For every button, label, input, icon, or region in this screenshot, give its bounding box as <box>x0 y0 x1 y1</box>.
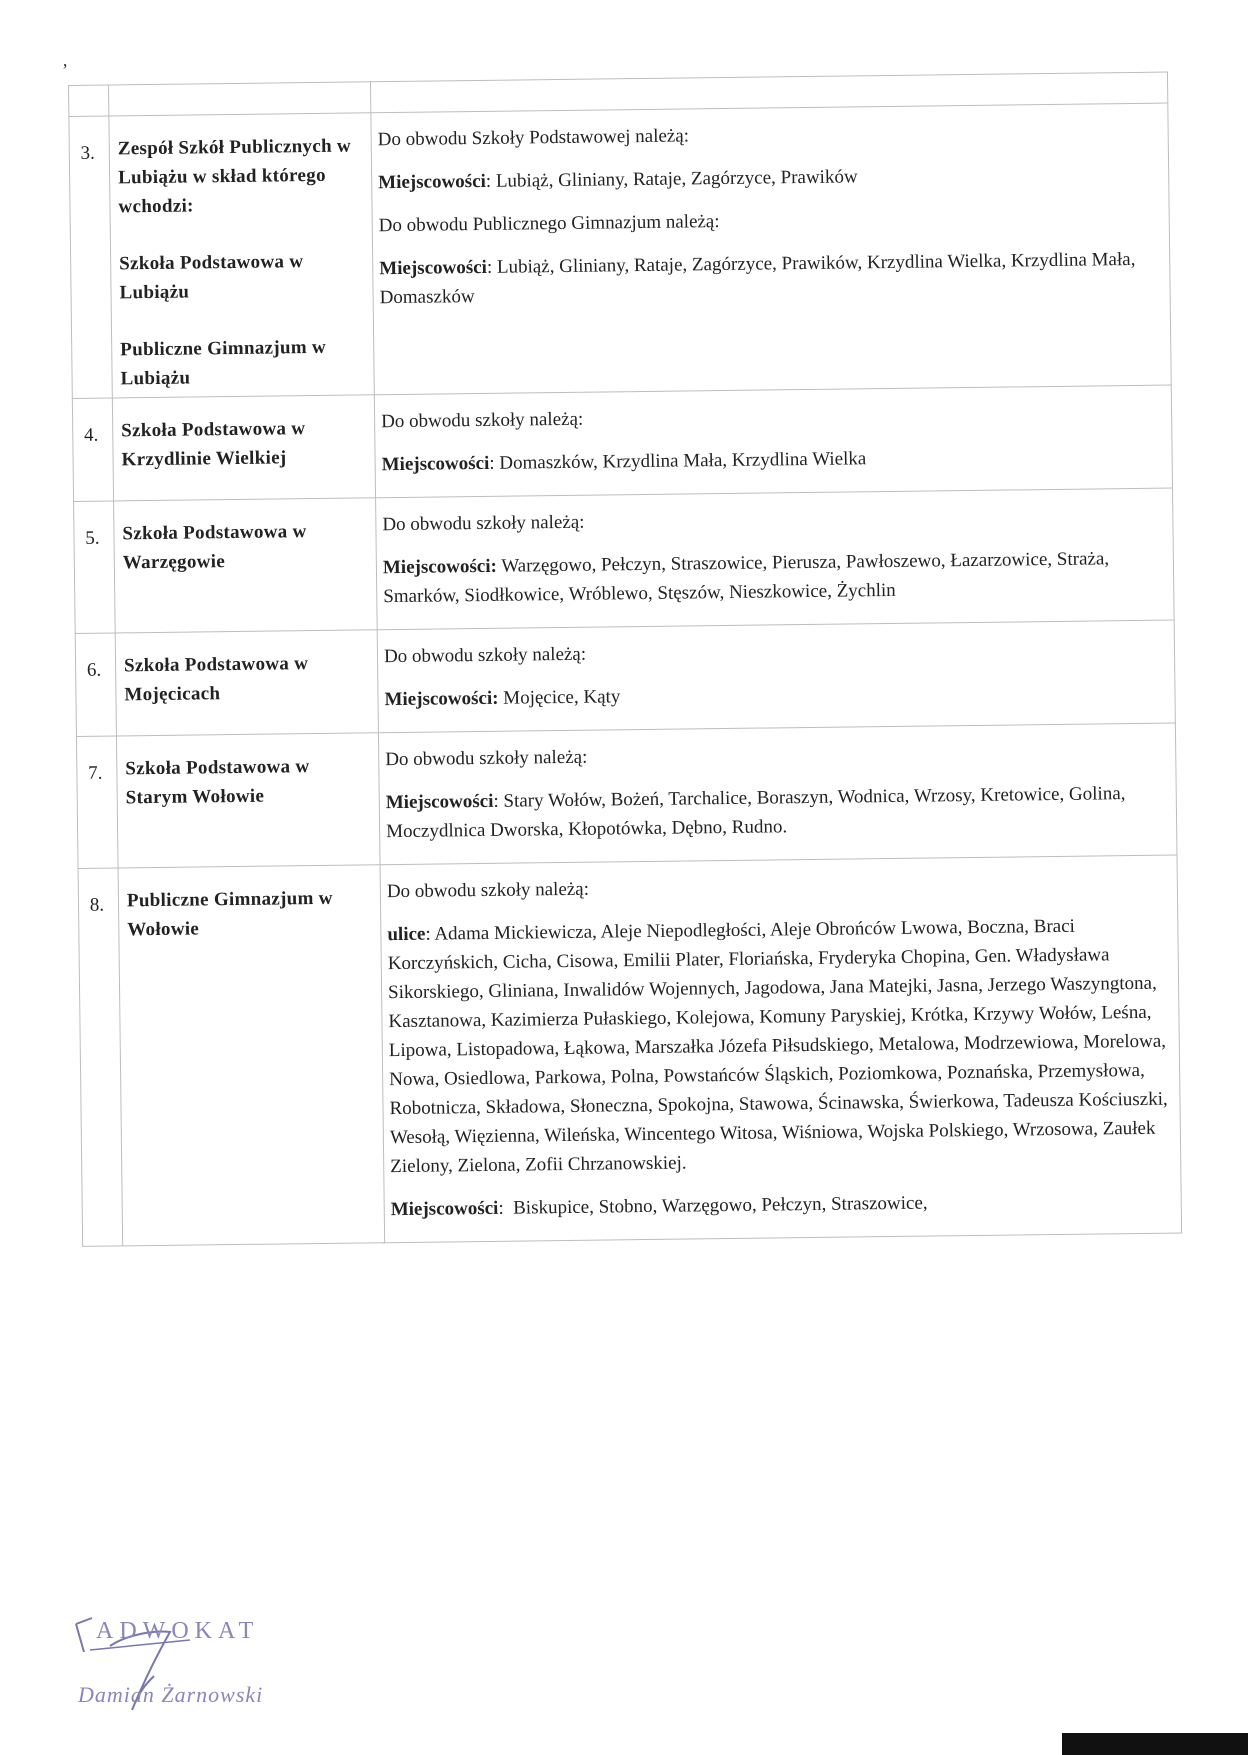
district-detail <box>391 1186 1173 1225</box>
page-mark: ’ <box>62 60 68 80</box>
row-number-cell <box>76 736 118 868</box>
district-description-cell <box>374 385 1172 498</box>
district-detail <box>386 779 1169 847</box>
district-detail <box>378 159 1160 198</box>
district-detail <box>379 245 1162 313</box>
table-row <box>72 385 1172 501</box>
school-name: Publiczne Gimnazjum w Lubiążu <box>120 336 327 390</box>
district-intro: Do obwodu Publicznego Gimnazjum należą: <box>378 211 720 237</box>
detail-text: Lubiąż, Gliniany, Rataje, Zagórzyce, Prawików <box>495 166 858 192</box>
row-number: 3. <box>80 142 95 164</box>
district-intro: Do obwodu szkoły należą: <box>381 408 584 433</box>
table-row <box>69 103 1171 398</box>
row-number: 8. <box>89 894 105 916</box>
detail-separator: : <box>486 256 498 278</box>
district-intro: Do obwodu Szkoły Podstawowej należą: <box>377 125 690 151</box>
row-number-cell <box>69 116 112 398</box>
detail-text: Adama Mickiewicza, Aleje Niepodległości, Aleje Obrońców Lwowa, Boczna, Braci Korczyńskich, Cicha, Cisowa, Emilii Plater, Floriańska, Fryderyka Chopina, Gen. Władysława Sikorskiego, Gliniana, Inwalidów Wojennych, Jagodowa, Jana Matejki, Jasna, Jerzego Waszyngtona, Kasztanowa, Kazimierza Pułaskiego, Kolejowa, Komuny Paryskiej, Krótka, Krzywy Wołów, Leśna, Lipowa, Listopadowa, Łąkowa, Marszałka Józefa Piłsudskiego, Metalowa, Modrzewiowa, Morelowa, Nowa, Osiedlowa, Parkowa, Polna, Powstańców Śląskich, Poziomkowa, Poznańska, Przemysłowa, Robotnicza, Składowa, Słoneczna, Spokojna, Stawowa, Ścinawska, Świerkowa, Tadeusza Kościuszki, Wesołą, Więzienna, Wileńska, Wincentego Witosa, Wiśniowa, Wojska Polskiego, Wrzosowa, Zaułek Zielony, Zielona, Zofii Chrzanowskiej. <box>387 915 1168 1178</box>
district-description-cell <box>376 488 1175 630</box>
detail-text: Domaszków, Krzydlina Mała, Krzydlina Wielka <box>499 448 867 474</box>
school-name-cell <box>116 733 380 868</box>
school-name-cell <box>114 498 378 633</box>
scan-edge-strip <box>1062 1733 1248 1755</box>
district-intro: Do obwodu szkoły należą: <box>386 878 590 903</box>
school-name: Szkoła Podstawowa w Starym Wołowie <box>125 756 310 809</box>
district-intro: Do obwodu szkoły należą: <box>385 746 588 771</box>
detail-separator: : <box>493 790 504 812</box>
district-detail <box>384 676 1166 715</box>
row-number-cell <box>72 398 113 501</box>
detail-text: Warzęgowo, Pełczyn, Straszowice, Pierusza, Pawłoszewo, Łazarzowice, Straża, Smarków, Siodłkowice, Wróblewo, Stęszów, Nieszkowice, Żychlin <box>383 548 1110 608</box>
detail-label: Miejscowości <box>378 170 486 194</box>
stamp-title: ADWOKAT <box>96 1618 260 1644</box>
school-name: Szkoła Podstawowa w Krzydlinie Wielkiej <box>121 418 306 471</box>
detail-text: Biskupice, Stobno, Warzęgowo, Pełczyn, Straszowice, <box>513 1192 928 1219</box>
header-cell-name <box>109 82 371 116</box>
detail-label: Miejscowości <box>379 256 488 280</box>
stamp-name: Damian Żarnowski <box>78 1682 264 1707</box>
table-row <box>76 723 1177 868</box>
detail-label: Miejscowości: <box>384 687 499 711</box>
row-number-cell <box>75 633 116 736</box>
row-number: 7. <box>88 762 103 784</box>
district-detail <box>387 911 1172 1182</box>
row-number: 5. <box>85 527 100 549</box>
district-description-cell <box>380 855 1182 1243</box>
row-number: 4. <box>83 424 99 446</box>
district-intro: Do obwodu szkoły należą: <box>383 643 587 668</box>
district-description-cell <box>377 620 1175 733</box>
detail-separator: : <box>498 1197 514 1219</box>
detail-separator: : <box>425 923 435 945</box>
district-description-cell <box>371 103 1171 395</box>
detail-separator: : <box>485 170 497 192</box>
table-row <box>75 620 1175 736</box>
school-name-cell <box>109 113 374 398</box>
school-name-cell <box>112 395 375 501</box>
school-districts-table <box>68 72 1182 1247</box>
school-name: Szkoła Podstawowa w Mojęcicach <box>123 653 309 706</box>
header-cell-number <box>69 85 109 116</box>
row-number-cell <box>78 868 123 1246</box>
district-detail <box>381 441 1163 480</box>
table-body <box>69 72 1182 1246</box>
table-row <box>74 488 1175 633</box>
detail-label: ulice <box>387 923 426 946</box>
district-intro: Do obwodu szkoły należą: <box>382 511 585 536</box>
table-row <box>78 855 1182 1246</box>
school-name: Szkoła Podstawowa w Lubiążu <box>119 251 304 304</box>
school-name-cell <box>118 865 385 1246</box>
detail-label: Miejscowości <box>381 452 490 476</box>
row-number: 6. <box>86 659 102 681</box>
row-number-cell <box>74 501 116 633</box>
detail-label: Miejscowości <box>385 790 494 814</box>
school-name: Zespół Szkół Publicznych w Lubiążu w skład którego wchodzi: <box>117 135 352 218</box>
school-name-cell <box>115 630 378 736</box>
school-name: Publiczne Gimnazjum w Wołowie <box>126 887 333 941</box>
detail-label: Miejscowości: <box>382 555 498 579</box>
district-detail <box>383 544 1166 612</box>
district-description-cell <box>378 723 1177 865</box>
detail-text: Stary Wołów, Bożeń, Tarchalice, Boraszyn, Wodnica, Wrzosy, Kretowice, Golina, Moczydlnica Dworska, Kłopotówka, Dębno, Rudno. <box>386 783 1126 843</box>
school-name: Szkoła Podstawowa w Warzęgowie <box>122 521 307 574</box>
detail-text: Mojęcice, Kąty <box>503 686 621 709</box>
detail-separator: : <box>489 452 500 474</box>
detail-text: Lubiąż, Gliniany, Rataje, Zagórzyce, Prawików, Krzydlina Wielka, Krzydlina Mała, Domaszków <box>379 248 1136 309</box>
advocate-stamp <box>70 1610 300 1730</box>
detail-label: Miejscowości <box>390 1197 499 1221</box>
